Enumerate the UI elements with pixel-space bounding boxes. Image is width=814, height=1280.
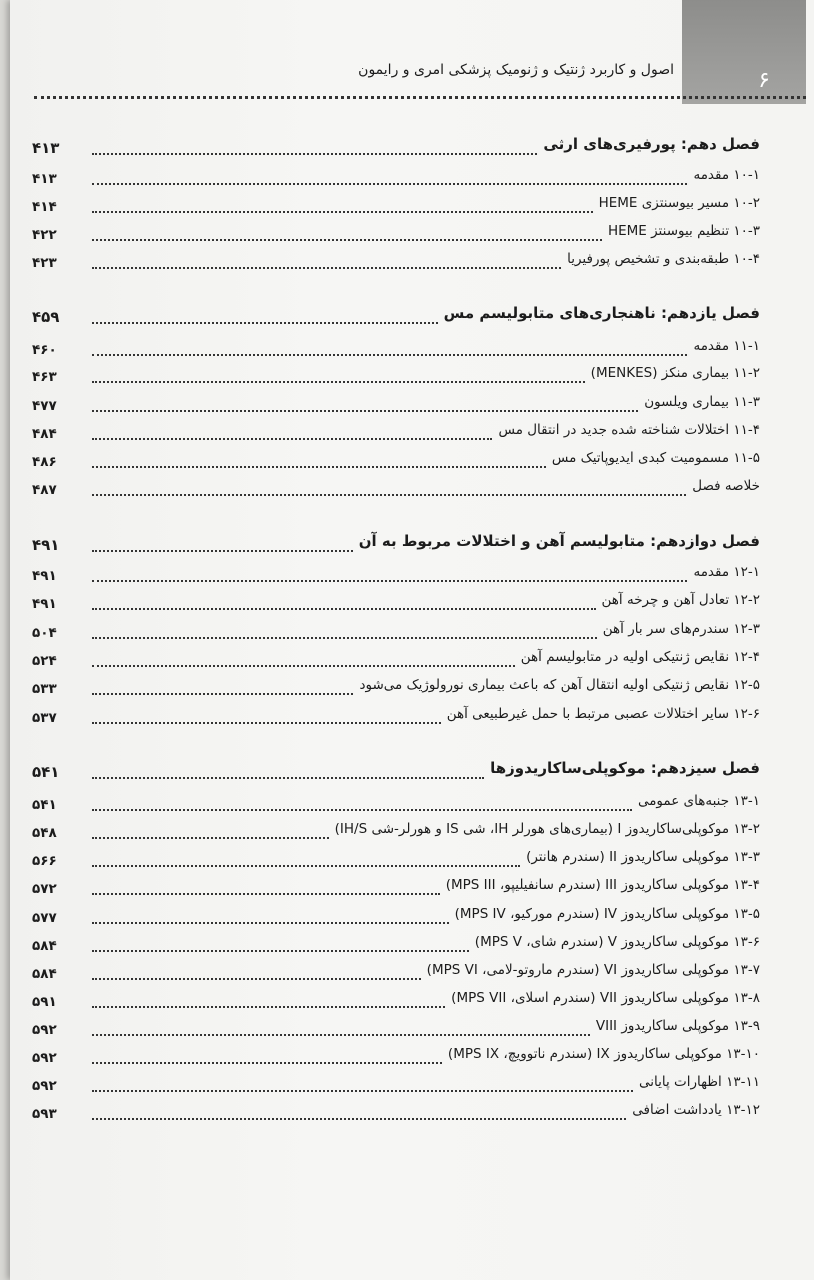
toc-leader-dots [92,809,632,811]
toc-page-number: ۴۹۱ [32,536,60,554]
toc-entry-title: ۱۳-۸ موکوپلی ساکاریدوز VII (سندرم اسلای، MPS VII) [451,990,760,1006]
toc-leader-dots [92,550,353,552]
toc-page-number: ۵۹۲ [32,1050,57,1066]
toc-page-number: ۵۷۷ [32,910,57,926]
toc-leader-dots [92,466,546,468]
toc-entry [32,958,760,982]
toc-page-number: ۵۶۶ [32,853,57,869]
toc-entry-title: ۱۲-۳ سندرم‌های سر بار آهن [602,621,760,637]
toc-leader-dots [92,438,492,440]
toc-page-number: ۵۹۲ [32,1078,57,1094]
toc-entry-title: ۱۰-۳ تنظیم بیوسنتز HEME [607,223,760,239]
toc-entry [32,873,760,897]
toc-entry-title: ۱۳-۱ جنبه‌های عمومی [637,793,760,809]
toc-entry-title: ۱۳-۱۰ موکوپلی ساکاریدوز IX (سندرم ناتوویچ، MPS IX) [447,1046,760,1062]
toc-page-number: ۴۹۱ [32,568,57,584]
toc-entry [32,588,760,612]
toc-page-number: ۴۱۳ [32,139,60,157]
toc-entry [32,902,760,926]
toc-chapter-entry [32,757,760,781]
toc-page-number: ۴۸۴ [32,426,57,442]
toc-leader-dots [92,922,449,924]
toc-page-number: ۵۴۱ [32,763,60,781]
toc-entry [32,191,760,215]
toc-entry [32,361,760,385]
toc-entry [32,163,760,187]
toc-page-number: ۴۸۷ [32,482,57,498]
toc-chapter-entry [32,133,760,157]
toc-entry-title: ۱۲-۴ نقایص ژنتیکی اولیه در متابولیسم آهن [520,649,760,665]
toc-entry [32,247,760,271]
toc-entry [32,930,760,954]
toc-page-number: ۵۳۳ [32,681,57,697]
toc-leader-dots [92,865,520,867]
page-tab [682,0,806,104]
toc-entry [32,986,760,1010]
toc-chapter-entry [32,530,760,554]
toc-entry-title: فصل دوازدهم: متابولیسم آهن و اختلالات مربوط به آن [358,532,760,550]
toc-leader-dots [92,153,537,155]
running-head: اصول و کاربرد ژنتیک و ژنومیک پزشکی امری و رایمون [358,62,674,78]
toc-entry-title: ۱۳-۶ موکوپلی ساکاریدوز V (سندرم شای، MPS V) [474,934,760,950]
toc-entry-title: خلاصه فصل [692,478,760,494]
toc-entry [32,219,760,243]
toc-entry [32,617,760,641]
toc-page-number: ۵۷۲ [32,881,57,897]
toc-entry [32,845,760,869]
toc-leader-dots [92,410,638,412]
toc-entry-title: ۱۳-۵ موکوپلی ساکاریدوز IV (سندرم مورکیو، MPS IV) [454,906,760,922]
toc-entry-title: ۱۱-۲ بیماری منکز (MENKES) [590,365,760,381]
toc-leader-dots [92,1090,633,1092]
toc-entry-title: ۱۳-۲ موکوپلی‌ساکاریدوز I (بیماری‌های هورلر IH، شی IS و هورلر-شی IH/S) [334,821,760,837]
toc-leader-dots [92,354,687,356]
toc-chapter-entry [32,302,760,326]
toc-entry [32,1042,760,1066]
toc-leader-dots [92,1034,590,1036]
toc-page-number: ۵۹۱ [32,994,57,1010]
toc-entry [32,817,760,841]
toc-entry [32,390,760,414]
toc-entry-title: ۱۰-۱ مقدمه [693,167,760,183]
toc-entry [32,673,760,697]
toc-entry [32,1070,760,1094]
toc-entry [32,702,760,726]
toc-page-number: ۵۴۸ [32,825,57,841]
toc-entry [32,334,760,358]
toc-entry [32,789,760,813]
toc-leader-dots [92,1006,445,1008]
toc-entry-title: فصل دهم: پورفیری‌های ارثی [543,135,760,153]
toc-leader-dots [92,322,438,324]
toc-leader-dots [92,183,687,185]
toc-entry-title: فصل یازدهم: ناهنجاری‌های متابولیسم مس [443,304,760,322]
toc-entry-title: ۱۳-۴ موکوپلی ساکاریدوز III (سندرم سانفیلیپو، MPS III) [445,877,760,893]
toc-entry-title: ۱۱-۳ بیماری ویلسون [644,394,760,410]
toc-page-number: ۴۸۶ [32,454,57,470]
toc-entry [32,645,760,669]
toc-leader-dots [92,211,593,213]
toc-page-number: ۵۸۴ [32,938,57,954]
book-page [10,0,814,1280]
toc-leader-dots [92,239,602,241]
toc-page-number: ۴۶۰ [32,342,57,358]
header-divider [34,96,806,99]
toc-leader-dots [92,494,686,496]
toc-page-number: ۵۹۲ [32,1022,57,1038]
toc-entry [32,1098,760,1122]
toc-leader-dots [92,381,585,383]
toc-leader-dots [92,1062,442,1064]
toc-page-number: ۵۸۴ [32,966,57,982]
toc-page-number: ۴۹۱ [32,596,57,612]
toc-entry-title: ۱۲-۶ سایر اختلالات عصبی مرتبط با حمل غیرطبیعی آهن [446,706,760,722]
toc-leader-dots [92,267,561,269]
toc-page-number: ۴۵۹ [32,308,60,326]
toc-page-number: ۴۲۳ [32,255,57,271]
toc-leader-dots [92,637,597,639]
toc-entry-title: فصل سیزدهم: موکوپلی‌ساکاریدوزها [490,759,760,777]
toc-entry-title: ۱۱-۱ مقدمه [693,338,760,354]
toc-entry-title: ۱۲-۲ تعادل آهن و چرخه آهن [601,592,760,608]
toc-leader-dots [92,978,421,980]
toc-page-number: ۵۳۷ [32,710,57,726]
toc-leader-dots [92,608,596,610]
toc-entry [32,418,760,442]
toc-page-number: ۴۱۳ [32,171,57,187]
toc-entry [32,560,760,584]
toc-page-number: ۵۹۳ [32,1106,57,1122]
toc-page-number: ۴۲۲ [32,227,57,243]
toc-entry [32,1014,760,1038]
toc-page-number: ۴۶۳ [32,369,57,385]
toc-page-number: ۴۱۴ [32,199,57,215]
toc-entry-title: ۱۲-۱ مقدمه [693,564,760,580]
toc-entry-title: ۱۱-۴ اختلالات شناخته شده جدید در انتقال مس [498,422,760,438]
toc-entry-title: ۱۱-۵ مسمومیت کبدی ایدیوپاتیک مس [551,450,760,466]
toc-page-number: ۵۲۴ [32,653,57,669]
toc-leader-dots [92,580,687,582]
toc-leader-dots [92,950,469,952]
toc-entry-title: ۱۰-۴ طبقه‌بندی و تشخیص پورفیریا [567,251,760,267]
toc-entry-title: ۱۰-۲ مسیر بیوسنتزی HEME [598,195,760,211]
toc-entry [32,474,760,498]
toc-entry-title: ۱۲-۵ نقایص ژنتیکی اولیه انتقال آهن که باعث بیماری نورولوژیک می‌شود [359,677,760,693]
toc-entry-title: ۱۳-۹ موکوپلی ساکاریدوز VIII [595,1018,760,1034]
toc-leader-dots [92,1118,626,1120]
toc-entry-title: ۱۳-۱۱ اظهارات پایانی [638,1074,760,1090]
toc-leader-dots [92,893,440,895]
toc-page-number: ۵۴۱ [32,797,57,813]
toc-entry-title: ۱۳-۷ موکوپلی ساکاریدوز VI (سندرم ماروتو-لامی، MPS VI) [426,962,760,978]
toc-leader-dots [92,777,484,779]
page-number: ۶ [758,68,770,93]
toc-entry [32,446,760,470]
toc-leader-dots [92,665,515,667]
toc-entry-title: ۱۳-۱۲ یادداشت اضافی [632,1102,760,1118]
toc-entry-title: ۱۳-۳ موکوپلی ساکاریدوز II (سندرم هانتر) [526,849,760,865]
toc-leader-dots [92,693,353,695]
toc-leader-dots [92,837,329,839]
toc-leader-dots [92,722,441,724]
toc-page-number: ۴۷۷ [32,398,57,414]
toc-page-number: ۵۰۴ [32,625,57,641]
